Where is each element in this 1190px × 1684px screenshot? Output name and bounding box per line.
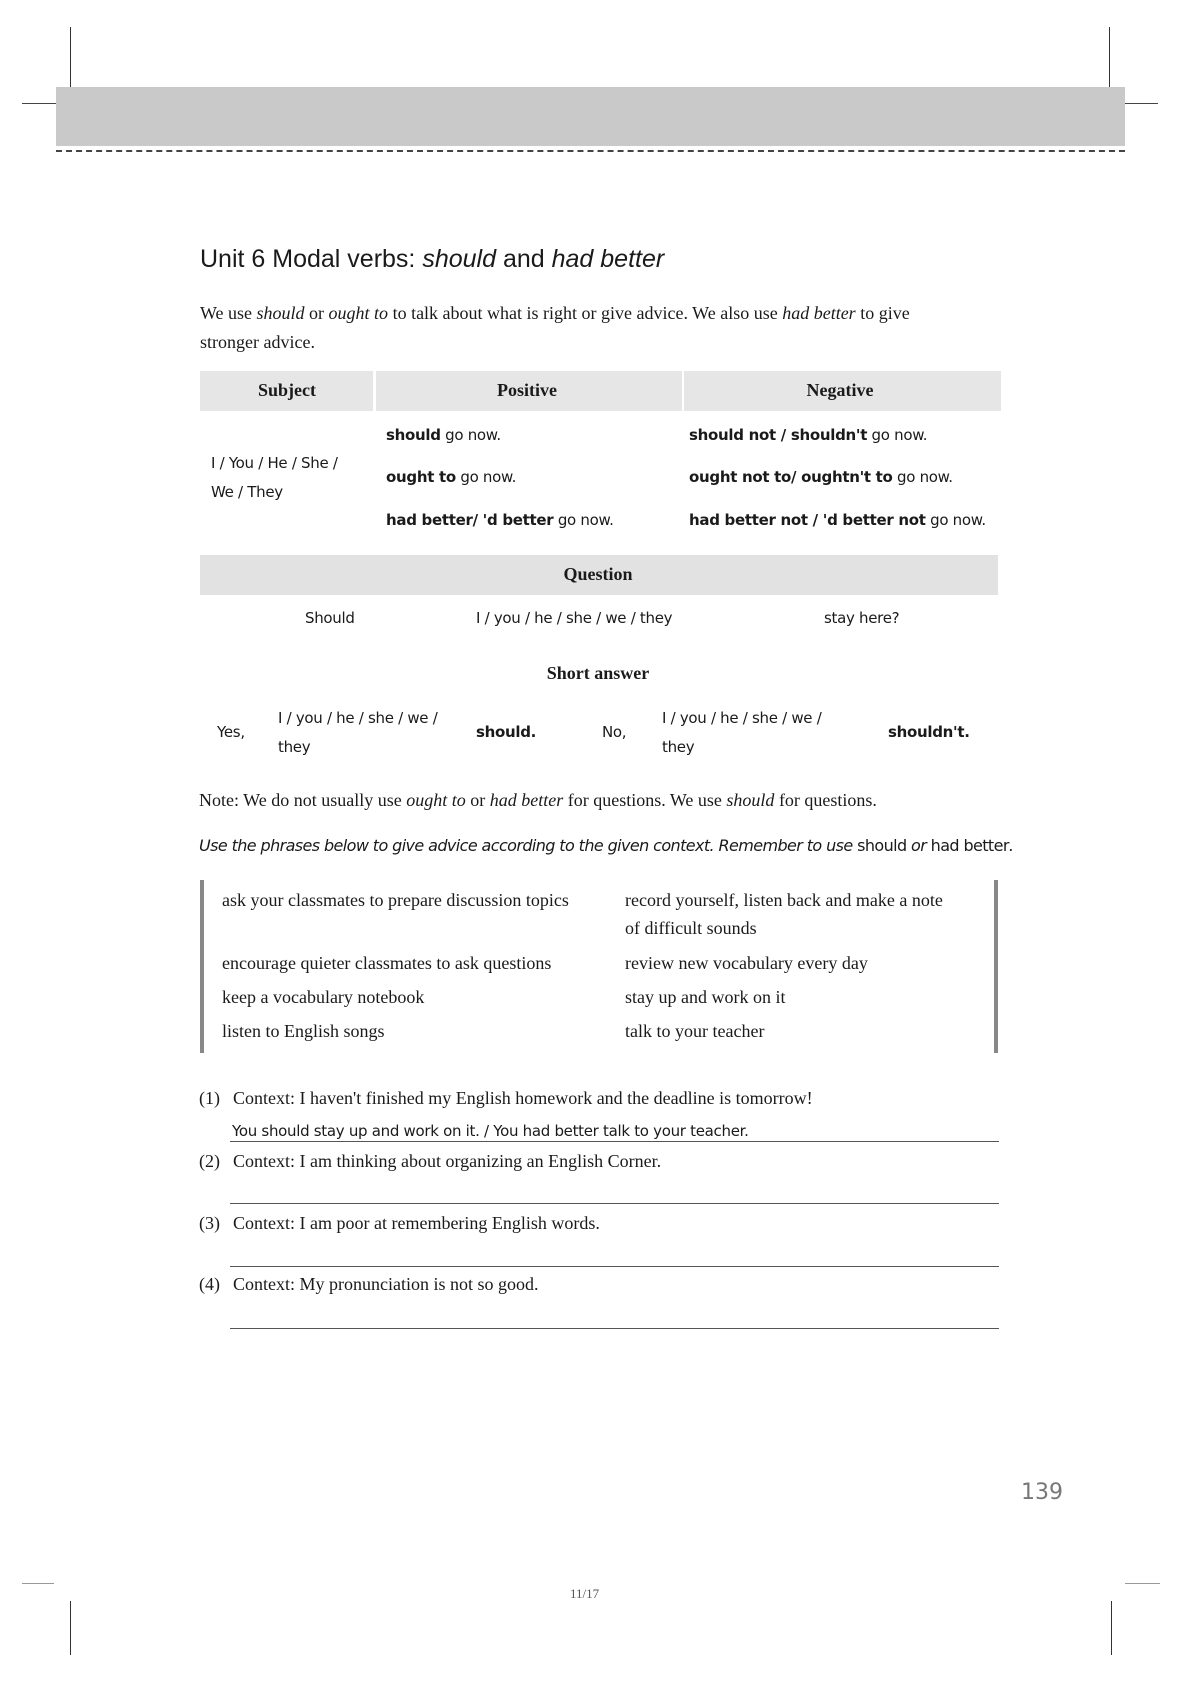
crop-mark [22, 103, 56, 104]
crop-mark [1111, 1601, 1112, 1655]
negative-row: had better not / 'd better not go now. [689, 511, 986, 529]
phrase-item: talk to your teacher [625, 1021, 765, 1041]
question-verb: stay here? [824, 609, 900, 627]
short-no-verb: shouldn't. [888, 723, 970, 741]
exercise-number: (1) [199, 1088, 220, 1108]
intro-line-2: stronger advice. [200, 332, 315, 352]
phrase-item: stay up and work on it [625, 987, 786, 1007]
header-subject: Subject [258, 380, 316, 400]
negative-row: should not / shouldn't go now. [689, 426, 928, 444]
phrase-item: ask your classmates to prepare discussion topics [222, 890, 569, 910]
subject-line-1: I / You / He / She / [211, 454, 338, 472]
exercise-number: (2) [199, 1151, 220, 1171]
header-band [56, 87, 1125, 146]
exercise-number: (3) [199, 1213, 220, 1233]
answer-line[interactable] [230, 1266, 999, 1267]
phrase-item: record yourself, listen back and make a note [625, 890, 943, 910]
negative-row: ought not to/ oughtn't to go now. [689, 468, 953, 486]
page-number: 139 [1021, 1480, 1063, 1505]
positive-row: had better/ 'd better go now. [386, 511, 614, 529]
exercise-number: (4) [199, 1274, 220, 1294]
short-no-subject: they [662, 738, 695, 756]
short-yes-subject: I / you / he / she / we / [278, 709, 438, 727]
answer-line[interactable] [230, 1141, 999, 1142]
header-negative: Negative [806, 380, 874, 400]
crop-mark [70, 27, 71, 87]
crop-mark [22, 1583, 54, 1584]
header-positive: Positive [497, 380, 557, 400]
answer-line[interactable] [230, 1328, 999, 1329]
question-subject: I / you / he / she / we / they [476, 609, 673, 627]
short-yes: Yes, [217, 723, 245, 741]
exercise-context: Context: I haven't finished my English homework and the deadline is tomorrow! [233, 1088, 813, 1108]
positive-row: should go now. [386, 426, 501, 444]
crop-mark [1125, 103, 1158, 104]
footer-page-indicator: 11/17 [570, 1586, 600, 1601]
phrase-item: encourage quieter classmates to ask questions [222, 953, 552, 973]
positive-row: ought to go now. [386, 468, 517, 486]
short-yes-subject: they [278, 738, 311, 756]
intro-line-1: We use should or ought to to talk about what is right or give advice. We also use had better to give [200, 303, 910, 323]
exercise-answer[interactable]: You should stay up and work on it. / You had better talk to your teacher. [232, 1122, 749, 1140]
exercise-context: Context: I am thinking about organizing an English Corner. [233, 1151, 662, 1171]
crop-mark [70, 1601, 71, 1655]
short-no-subject: I / you / he / she / we / [662, 709, 822, 727]
box-border-left [200, 880, 204, 1053]
phrase-item: keep a vocabulary notebook [222, 987, 425, 1007]
instruction: Use the phrases below to give advice according to the given context. Remember to use should or had better. [199, 836, 1014, 855]
crop-mark [1109, 27, 1110, 87]
short-answer-header: Short answer [546, 663, 650, 683]
exercise-context: Context: My pronunciation is not so good. [233, 1274, 539, 1294]
question-header: Question [563, 564, 633, 584]
phrase-item: of difficult sounds [625, 918, 757, 938]
phrase-item: listen to English songs [222, 1021, 385, 1041]
crop-mark [1125, 1583, 1160, 1584]
phrase-item: review new vocabulary every day [625, 953, 868, 973]
note: Note: We do not usually use ought to or had better for questions. We use should for questions. [199, 790, 877, 810]
page-title: Unit 6 Modal verbs: should and had better [200, 245, 665, 273]
answer-line[interactable] [230, 1203, 999, 1204]
subject-line-2: We / They [211, 483, 283, 501]
exercise-context: Context: I am poor at remembering English words. [233, 1213, 600, 1233]
dashed-divider [56, 150, 1125, 152]
short-no: No, [602, 723, 627, 741]
short-yes-verb: should. [476, 723, 537, 741]
question-modal: Should [305, 609, 355, 627]
box-border-right [994, 880, 998, 1053]
